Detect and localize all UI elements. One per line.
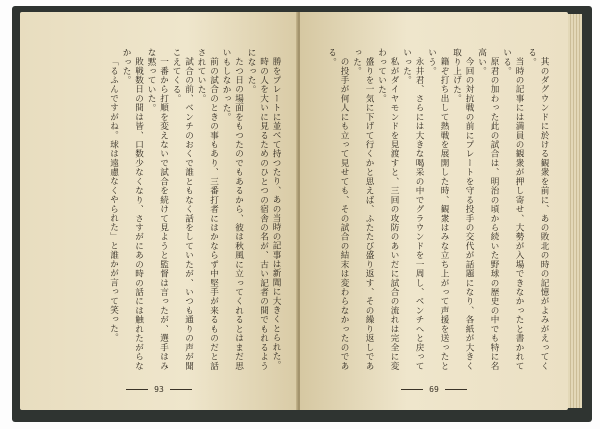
paragraph: 籍ぞ打ち出して熱戦を展開した時、観衆はみな立ち上がって声援を送ったという。 xyxy=(426,48,449,370)
right-page xyxy=(300,12,568,410)
paragraph: 今回の対抗戦の前にプレートを守る投手の交代が話題になり、各紙が大きく取り上げた。 xyxy=(451,48,474,370)
paragraph: 当時の記事には満員の観衆が押し寄せ、大勢が入場できなかったと書かれている。 xyxy=(501,48,524,370)
paragraph: 其のダグウンドに於ける観衆を前に、あの敗北の時の記憶がよみがえってくる。 xyxy=(526,48,549,370)
paragraph: 永井君、さらには大きな喝采の中でグラウンドを一周し、ベンチへと戻っていった。 xyxy=(401,48,424,370)
paragraph: 勝をプレートに並べて持つたり、あの当時の記事は新聞に大きくとられた。 xyxy=(271,56,281,370)
paragraph: 私がダイヤモンドを見渡すと、三回の攻防のあいだに試合の流れは完全に変わっていた。 xyxy=(376,48,399,370)
right-page-text xyxy=(322,48,550,370)
page-edges xyxy=(568,14,582,408)
page-number: 93 xyxy=(20,385,298,394)
left-page-text xyxy=(54,48,282,370)
paragraph: 試合の前、ベンチのおくで誰ともなく話をしていたが、いつも通りの声が聞こえてくる。 xyxy=(171,48,194,370)
paragraph: 原君の加わった此の試合は、明治の頃から続いた野球の歴史の中でも特に名高い。 xyxy=(476,48,499,370)
paragraph: 前の試合のときの事もあり、三番打者にはかならず中堅手が来るものだと話されていた。 xyxy=(196,48,219,370)
paragraph: 敗戦数日の間は皆、口数少なくなり、さすがにあの時の話には触れたがらなかった。 xyxy=(121,48,144,370)
page-number: 69 xyxy=(300,385,568,394)
paragraph: 一番から打順を変えないで試合を続けて見ようと監督は言ったが、選手はみな黙っていた。 xyxy=(146,48,169,370)
paragraph: の投手が何人にも立って見せても、その試合の結末は変わらなかったのである。 xyxy=(326,48,349,370)
paragraph: 時の人を大いに見るためのひとつの宿舎の名が、古い記者の間でもれるようになった。 xyxy=(246,48,269,370)
left-page xyxy=(20,12,298,410)
paragraph: たつ日の場面をもつたのでもあるから、彼は秋風に立ってくれるとはまだ思いもしなかった。 xyxy=(221,48,244,370)
paragraph: 「るふんですがね。球は遠慮なくやられた」と誰かが言って笑った。 xyxy=(108,56,119,342)
paragraph: 盛りを一気に下げて行くかと思えば、ふたたび盛り返す、その繰り返しであった。 xyxy=(351,48,374,370)
